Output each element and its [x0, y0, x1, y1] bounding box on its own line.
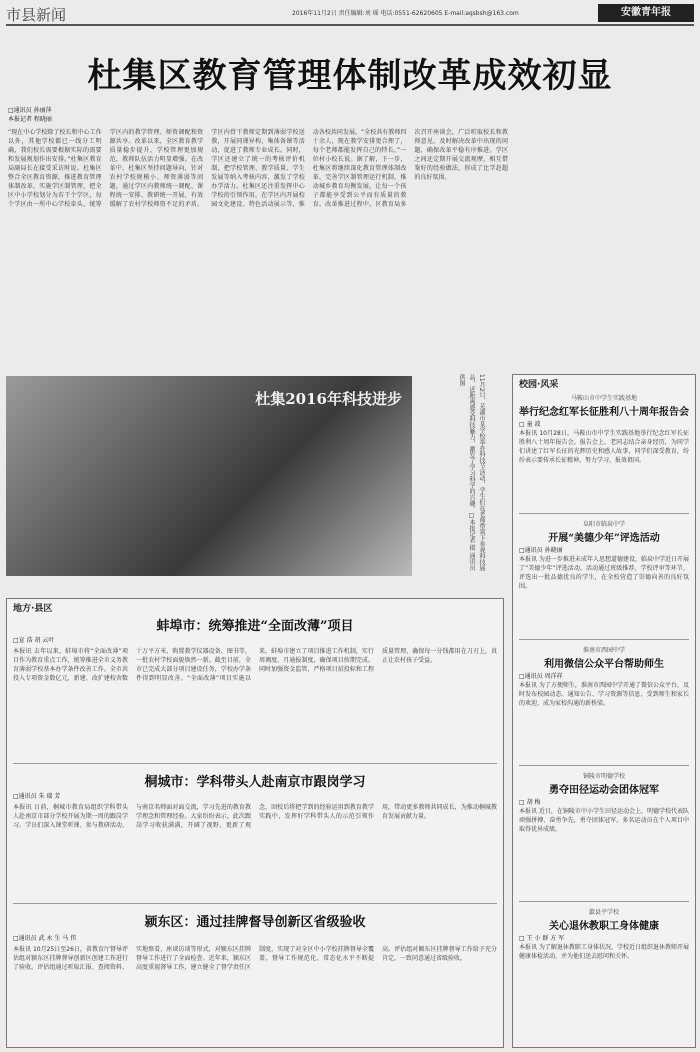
yingdong-article-title: 颍东区：通过挂牌督导创新区省级验收 — [144, 915, 366, 930]
header-meta: 2016年11月2日 责任编辑:刘 瑶 电话:0551-62620605 E-mail:aqsbsh@163.com — [292, 10, 519, 17]
right-article-4-title: 勇夺田径运动会团体冠军 — [549, 785, 659, 796]
yingdong-article-body: 本报讯 10月25日至26日，省教育厅督导评估组对颍东区挂牌督导创新区创建工作进行了验收。评估组通过听取汇报、查阅资料、实地察看、座谈访谈等形式，对颍东区挂牌督导工作进行了全面检查。近年来，颍东区高度重视督导工作，建立健全了督学责任区制度，实现了对全区中小学校挂牌督导全覆盖，督导工作规范化、常态化水平不断提高。评估组对颍东区挂牌督导工作给予充分肯定，一致同意通过省级验收。 — [13, 946, 497, 971]
article-divider — [519, 513, 689, 514]
header-divider — [6, 24, 694, 26]
bottom-news-panel — [6, 598, 504, 1048]
main-article-body: “现在中心学校除了校长和中心工作以外，其他学校都已一线分工明确，我们校长需要根据实际的需要和发展规划作出安排。”杜集区教育局副局长在接受采访时说。杜集区整合全区教育资源，推进教育管理体制改革，实施学区制管理，把全区中小学校划分为若干个学区，每个学区由一所中心学校牵头，统筹学区内的教学管理、师资调配和资源共享。改革以来，全区教育教学质量稳步提升，学校管理更加规范，教师队伍活力明显增强。在改革中，杜集区坚持问题导向，针对农村学校规模小、师资薄弱等问题，通过学区内教师统一调配、课程统一安排、教研统一开展，有效缓解了农村学校师资不足的矛盾。学区内骨干教师定期到薄弱学校送教，开展同课异构、集体备课等活动，促进了教师专业成长。同时，学区还建立了统一的考核评价机制，把学校管理、教学质量、学生发展等纳入考核内容，激发了学校办学活力。杜集区还注重发挥中心学校的引领作用，在学区内开展校园文化建设、特色活动展示等，推动各校共同发展。“全校共有教师四十余人，现在教学安排更合理了，每个老师都能发挥自己的特长。”一位村小校长说。据了解，下一步，杜集区将继续深化教育管理体制改革，完善学区制管理运行机制，推动城乡教育均衡发展，让每一个孩子都能享受到公平而有质量的教育。改革推进过程中，区教育局多次召开座谈会，广泛听取校长和教师意见，及时解决改革中出现的问题，确保改革平稳有序推进。学区之间还定期开展交流观摩，相互借鉴好的经验做法，形成了比学赶超的良好氛围。 — [8, 129, 508, 208]
bengbu-article-title: 蚌埠市：统筹推进“全面改薄”项目 — [156, 619, 354, 634]
right-news-panel — [512, 374, 696, 1048]
right-article-2-body: 本报讯 为进一步推进未成年人思想道德建设，临泉中学近日开展了“美德少年”评选活动。活动通过班级推荐、学校评审等环节，评选出一批品德优良的学生，在全校营造了崇德向善的良好氛围。 — [519, 556, 689, 590]
right-article-3-body: 本报讯 为了方便师生，淮南市西园中学开通了微信公众平台，及时发布校园动态、通知公告、学习资源等信息，受到师生和家长的欢迎，成为家校沟通的新桥梁。 — [519, 682, 689, 707]
right-article-5-title: 关心退休教职工身体健康 — [549, 921, 659, 932]
right-panel-tag: 校园·风采 — [519, 380, 559, 390]
article-divider — [13, 763, 497, 764]
bengbu-article-body: 本报讯 去年以来，蚌埠市将“全面改薄”项目作为教育重点工作，统筹推进全市义务教育薄弱学校基本办学条件改善工作。全市共投入专项资金数亿元，新建、改扩建校舍数十万平方米，购置教学仪器设备、图书等，一批农村学校面貌焕然一新。截至目前，全市已完成大部分项目建设任务，学校办学条件得到明显改善。“全面改薄”项目实施以来，蚌埠市建立了项目推进工作机制，实行周调度、月通报制度，确保项目按期完成。同时加强资金监管，严格项目招投标和工程质量管理，确保每一分钱都用在刀刃上，真正让农村孩子受益。 — [13, 648, 497, 682]
article-divider — [519, 901, 689, 902]
right-article-5-byline: □ 王 小 群 方 军 — [519, 935, 565, 942]
right-article-5-source: 歙县平学校 — [588, 909, 619, 916]
photo-banner: 杜集2016年科技进步 — [255, 390, 402, 408]
article-divider — [519, 765, 689, 766]
right-article-1-byline: □ 童 波 — [519, 421, 541, 428]
news-photo — [6, 376, 412, 576]
right-article-2-source: 阜阳市临泉中学 — [582, 521, 625, 528]
right-article-4-byline: □ 胡 梅 — [519, 799, 541, 806]
right-article-1-body: 本报讯 10月28日，马鞍山市中学生实践基地举行纪念红军长征胜利八十周年报告会。报告会上，老同志结合亲身经历，为同学们讲述了红军长征的光辉历史和感人故事，同学们深受教育，纷纷表示要传承长征精神，努力学习，报效祖国。 — [519, 430, 689, 464]
tongcheng-article-body: 本报讯 日前，桐城市教育局组织学科带头人赴南京市部分学校开展为期一周的跟岗学习。学员们深入课堂听课、参与教研活动、与南京名师面对面交流，学习先进的教育教学理念和管理经验。大家纷纷表示，此次跟岗学习收获满满，开阔了视野，更新了观念，回校后将把学到的经验运用到教育教学实践中，发挥好学科带头人的示范引领作用，带动更多教师共同成长，为推动桐城教育发展贡献力量。 — [13, 804, 497, 829]
right-article-5-body: 本报讯 为了解退休教职工身体状况，学校近日组织退休教师开展健康体检活动，并为他们送去慰问和关怀。 — [519, 944, 689, 960]
tongcheng-article-title: 桐城市：学科带头人赴南京市跟岗学习 — [144, 775, 366, 790]
main-byline-2: 本报记者 程晓丽 — [8, 116, 52, 123]
right-article-4-body: 本报讯 近日，在铜陵市中小学生田径运动会上，明德学校代表队顽强拼搏、奋勇争先，勇夺团体冠军，多名运动员在个人项目中取得优异成绩。 — [519, 808, 689, 833]
main-article-title: 杜集区教育管理体制改革成效初显 — [87, 56, 613, 96]
photo-caption: 11月2日，芜湖市某学校举办科技节活动，学生们在老师带领下参观科技展品，近距离感受科技魅力，激发了学习科学的兴趣。□本报记者 摄 通讯员 供图 — [458, 374, 485, 572]
tongcheng-article-byline: □通讯员 朱 瑞 芳 — [13, 793, 61, 800]
right-article-3-source: 淮南市西园中学 — [582, 647, 625, 654]
article-divider — [13, 903, 497, 904]
bengbu-article-byline: □宣 浩 胡 云叶 — [13, 637, 55, 644]
right-article-3-title: 利用微信公众平台帮助师生 — [544, 659, 664, 670]
right-article-1-source: 马鞍山市中学生实践基地 — [570, 395, 637, 402]
right-article-3-byline: □通讯员 周洋祥 — [519, 673, 563, 680]
right-article-2-title: 开展“美德少年”评选活动 — [548, 533, 660, 544]
right-article-4-source: 铜陵市明德学校 — [582, 773, 625, 780]
paper-logo: 安徽青年报 — [598, 4, 694, 22]
section-title: 市县新闻 — [6, 6, 67, 24]
bottom-panel-tag: 地方·县区 — [13, 604, 53, 614]
right-article-1-title: 举行纪念红军长征胜利八十周年报告会 — [519, 407, 689, 418]
article-divider — [519, 639, 689, 640]
yingdong-article-byline: □通讯员 武 永 生 马 伟 — [13, 935, 77, 942]
right-article-2-byline: □通讯员 孙晓丽 — [519, 547, 563, 554]
main-article-byline — [8, 106, 88, 124]
main-byline-1: □通讯员 孙丽萍 — [8, 107, 52, 114]
